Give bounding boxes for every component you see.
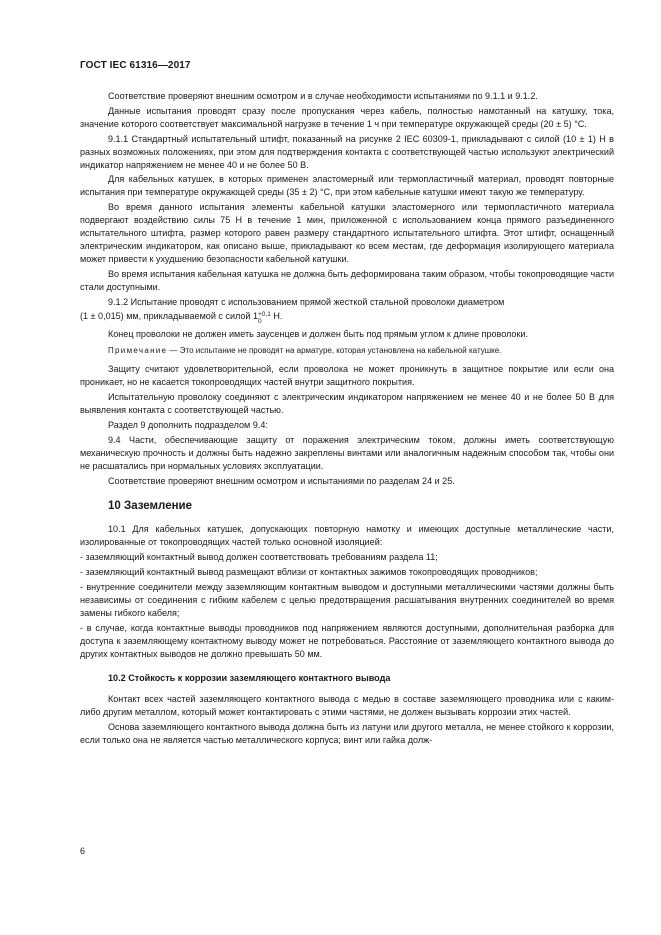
page-number: 6 bbox=[80, 846, 86, 856]
paragraph: 9.4 Части, обеспечивающие защиту от поражения электрическим током, должны иметь соответствующую механическую прочность и должны быть надежно закреплены винтами или аналогичным надежным способом так, чтобы они не расшатались при нормальных условиях эксплуатации. bbox=[80, 434, 614, 471]
paragraph: Раздел 9 дополнить подразделом 9.4: bbox=[108, 419, 268, 430]
paragraph: Контакт всех частей заземляющего контактного вывода с медью в составе заземляющего проводника или с каким-либо другим металлом, который может контактировать с этими частями, не должен вызывать коррозии этих частей. bbox=[80, 694, 614, 718]
tolerance-lower: 0 bbox=[258, 317, 262, 325]
note-label: Примечание bbox=[108, 346, 168, 356]
paragraph: 10.1 Для кабельных катушек, допускающих повторную намотку и имеющих доступные металлические части, изолированные от токопроводящих частей только основной изоляцией: bbox=[80, 524, 614, 548]
force-unit: Н. bbox=[270, 310, 283, 321]
paragraph: 9.1.1 Стандартный испытательный штифт, показанный на рисунке 2 IEC 60309-1, прикладывают с силой (10 ± 1) Н в разных возможных положениях, при этом для подтверждения контакта с соответствующей частью используют электрический индикатор напряжением не менее 40 и не более 50 В. bbox=[80, 133, 614, 170]
paragraph: Данные испытания проводят сразу после пропускания через кабель, полностью намотанный на катушку, тока, значение которого соответствует максимальной нагрузке в течение 1 ч при температуре окружающей среды (20 ± 5) °С. bbox=[80, 105, 614, 129]
section-title: 10 Заземление bbox=[108, 500, 193, 513]
list-item: - заземляющий контактный вывод должен соответствовать требованиям раздела 11; bbox=[80, 552, 438, 563]
paragraph: Конец проволоки не должен иметь заусенцев и должен быть под прямым углом к длине проволоки. bbox=[108, 328, 528, 339]
paragraph: Соответствие проверяют внешним осмотром и испытаниями по разделам 24 и 25. bbox=[108, 475, 455, 486]
force-text: (1 ± 0,015) мм, прикладываемой с силой 1 bbox=[80, 310, 259, 321]
paragraph: Для кабельных катушек, в которых применен эластомерный или термопластичный материал, проводят повторные испытания при температуре окружающей среды (35 ± 2) °С, при этом кабельные катушки имеют такую же температуру. bbox=[80, 174, 614, 198]
paragraph: Во время данного испытания элементы кабельной катушки эластомерного или термопластичного материала подвергают воздействию силы 75 Н в течение 1 мин, приложенной с использованием конца прямого разъединенного испытательного штифта, размер которого равен размеру стандартного испытательного штифта. Этот штифт, оснащенный электрическим индикатором, как описано выше, прикладывают ко всем местам, где деформация изолирующего материала может привести к ухудшению безопасности кабельной катушки. bbox=[80, 202, 614, 264]
paragraph: Во время испытания кабельная катушка не должна быть деформирована таким образом, чтобы токопроводящие части стали доступными. bbox=[80, 268, 614, 292]
paragraph: Основа заземляющего контактного вывода должна быть из латуни или другого металла, не менее стойкого к коррозии, если только она не является частью металлического корпуса; винт или гайка долж- bbox=[80, 722, 614, 746]
list-item: - заземляющий контактный вывод размещают вблизи от контактных зажимов токопроводящих проводников; bbox=[80, 567, 538, 578]
paragraph: Испытательную проволоку соединяют с электрическим индикатором напряжением не менее 40 и не более 50 В для выявления контакта с соответствующей частью. bbox=[80, 392, 614, 416]
document-header: ГОСТ IEC 61316—2017 bbox=[80, 60, 191, 71]
subsection-title: 10.2 Стойкость к коррозии заземляющего контактного вывода bbox=[108, 673, 391, 684]
paragraph: Соответствие проверяют внешним осмотром и в случае необходимости испытаниями по 9.1.1 и 9.1.2. bbox=[108, 91, 538, 101]
paragraph-force-value bbox=[80, 310, 614, 325]
tolerance bbox=[258, 311, 271, 325]
note bbox=[80, 345, 614, 358]
document-body bbox=[80, 90, 614, 749]
paragraph: Защиту считают удовлетворительной, если проволока не может проникнуть в защитное покрытие или если она проникает, но не касается токопроводящих частей внутри защитного покрытия. bbox=[80, 364, 614, 388]
list-item: - в случае, когда контактные выводы проводников под напряжением являются доступными, дополнительная разборка для доступа к заземляющему контактному выводу может не потребоваться. Расстояние от заземляющего контактного вывода до других контактных выводов не должно превышать 50 мм. bbox=[80, 622, 614, 659]
list-item: - внутренние соединители между заземляющим контактным выводом и доступными металлическими частями должны быть независимы от соединения с гибким кабелем с целью предотвращения расшатывания внутренних соединителей во время замены гибкого кабеля; bbox=[80, 582, 614, 618]
paragraph: 9.1.2 Испытание проводят с использованием прямой жесткой стальной проволоки диаметром bbox=[108, 296, 505, 307]
note-text: — Это испытание не проводят на арматуре, которая установлена на кабельной катушке. bbox=[167, 346, 502, 356]
tolerance-upper: +0,1 bbox=[258, 310, 271, 318]
